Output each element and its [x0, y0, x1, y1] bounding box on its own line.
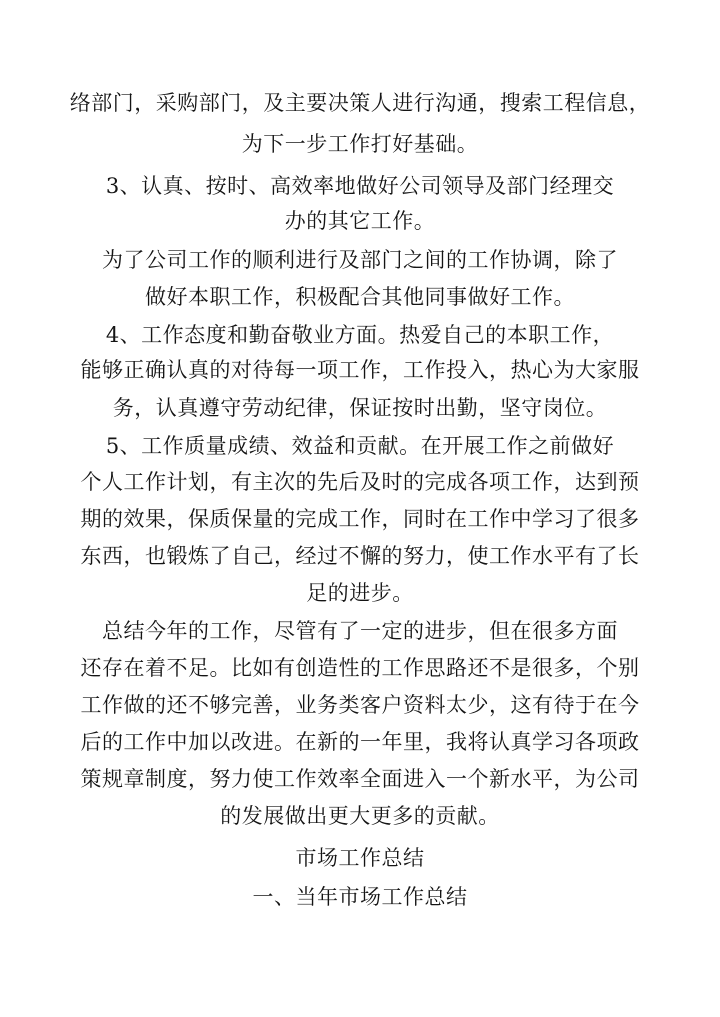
text-line: 务，认真遵守劳动纪律，保证按时出勤，坚守岗位。: [112, 396, 608, 420]
text-line: 总结今年的工作，尽管有了一定的进步，但在很多方面: [102, 619, 618, 643]
text-line: 为下一步工作打好基础。: [241, 132, 479, 156]
text-line: 办的其它工作。: [284, 209, 436, 233]
text-line: 能够正确认真的对待每一项工作，工作投入，热心为大家服: [80, 358, 640, 382]
text-line: 做好本职工作，积极配合其他同事做好工作。: [145, 285, 575, 309]
text-line: 络部门，采购部门，及主要决策人进行沟通，搜索工程信息，: [69, 91, 651, 115]
text-line: 工作做的还不够完善，业务类客户资料太少，这有待于在今: [80, 693, 640, 717]
text-line: 4、工作态度和勤奋敬业方面。热爱自己的本职工作，: [105, 323, 615, 347]
text-line: 3、认真、按时、高效率地做好公司领导及部门经理交: [105, 174, 615, 198]
text-line: 期的效果，保质保量的完成工作，同时在工作中学习了很多: [80, 507, 640, 531]
text-line: 的发展做出更大更多的贡献。: [220, 804, 500, 828]
text-line: 策规章制度，努力使工作效率全面进入一个新水平，为公司: [80, 767, 640, 791]
text-line: 后的工作中加以改进。在新的一年里，我将认真学习各项政: [80, 730, 640, 754]
text-line: 东西，也锻炼了自己，经过不懈的努力，使工作水平有了长: [80, 544, 640, 568]
text-line: 还存在着不足。比如有创造性的工作思路还不是很多，个别: [80, 656, 640, 680]
text-line: 足的进步。: [306, 581, 414, 605]
text-line: 5、工作质量成绩、效益和贡献。在开展工作之前做好: [105, 434, 615, 458]
text-line: 个人工作计划，有主次的先后及时的完成各项工作，达到预: [80, 470, 640, 494]
text-line: 为了公司工作的顺利进行及部门之间的工作协调，除了: [102, 248, 618, 272]
section-subheading: 一、当年市场工作总结: [252, 885, 468, 909]
section-heading: 市场工作总结: [295, 846, 425, 870]
